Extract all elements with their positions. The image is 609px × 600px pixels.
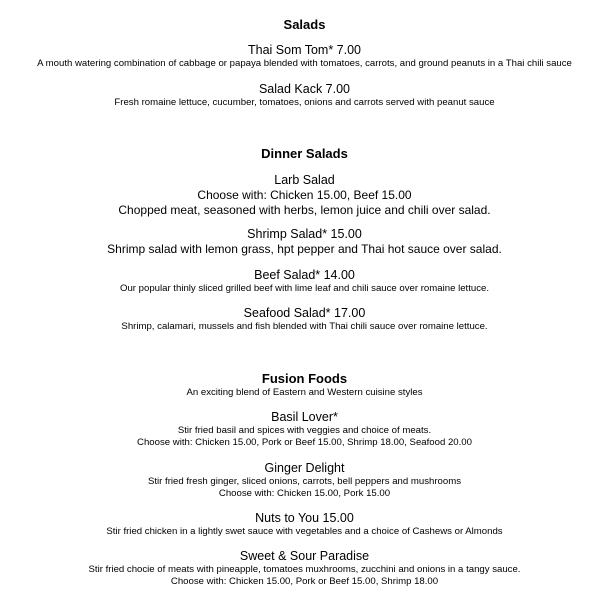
item-description: Our popular thinly sliced grilled beef with lime leaf and chili sauce over romaine lettuce. <box>119 283 489 294</box>
item-name: Sweet & Sour Paradise <box>239 549 370 563</box>
item-description: Stir fried chicken in a lightly swet sauce with vegetables and a choice of Cashews or Almonds <box>106 526 503 537</box>
item-description: Shrimp, calamari, mussels and fish blended with Thai chili sauce over romaine lettuce. <box>121 321 488 332</box>
menu-item <box>0 511 609 538</box>
menu-item <box>0 461 609 500</box>
item-description: A mouth watering combination of cabbage or papaya blended with tomatoes, carrots, and ground peanuts in a Thai chili sauce <box>37 58 572 69</box>
item-name: Thai Som Tom* 7.00 <box>247 43 362 57</box>
menu-item <box>0 549 609 588</box>
item-name: Shrimp Salad* 15.00 <box>247 227 362 241</box>
item-options: Choose with: Chicken 15.00, Pork or Beef 15.00, Shrimp 18.00, Seafood 20.00 <box>137 437 472 448</box>
menu-item <box>0 82 609 109</box>
item-name: Basil Lover* <box>271 410 338 424</box>
fusion-foods-section <box>0 371 609 399</box>
item-name: Beef Salad* 14.00 <box>254 268 355 282</box>
menu-item <box>0 227 609 257</box>
item-options: Choose with: Chicken 15.00, Beef 15.00 <box>197 188 412 202</box>
menu-item <box>0 173 609 218</box>
item-options: Choose with: Chicken 15.00, Pork or Beef 15.00, Shrimp 18.00 <box>170 576 439 587</box>
item-description: Fresh romaine lettuce, cucumber, tomatoes, onions and carrots served with peanut sauce <box>114 97 495 108</box>
dinner-salads-section <box>0 146 609 162</box>
item-description: Stir fried fresh ginger, sliced onions, carrots, bell peppers and mushrooms <box>147 476 461 487</box>
item-description: Stir fried chocie of meats with pineapple, tomatoes muxhrooms, zucchini and onions in a tangy sauce. <box>88 564 521 575</box>
salads-section <box>0 17 609 33</box>
item-name: Seafood Salad* 17.00 <box>243 306 366 320</box>
section-title: Salads <box>283 17 326 32</box>
item-options: Choose with: Chicken 15.00, Pork 15.00 <box>218 488 391 499</box>
section-title: Fusion Foods <box>261 371 348 386</box>
item-name: Larb Salad <box>274 173 335 187</box>
item-description: Stir fried basil and spices with veggies and choice of meats. <box>177 425 432 436</box>
menu-item <box>0 410 609 449</box>
item-description: Shrimp salad with lemon grass, hpt pepper and Thai hot sauce over salad. <box>107 242 502 256</box>
menu-item <box>0 306 609 333</box>
item-description: Chopped meat, seasoned with herbs, lemon juice and chili over salad. <box>118 203 491 217</box>
item-name: Nuts to You 15.00 <box>255 511 354 525</box>
item-name: Salad Kack 7.00 <box>258 82 351 96</box>
menu-item <box>0 268 609 295</box>
section-intro: An exciting blend of Eastern and Western cuisine styles <box>186 387 423 398</box>
section-title: Dinner Salads <box>261 146 348 161</box>
menu-item <box>0 43 609 70</box>
item-name: Ginger Delight <box>264 461 345 475</box>
